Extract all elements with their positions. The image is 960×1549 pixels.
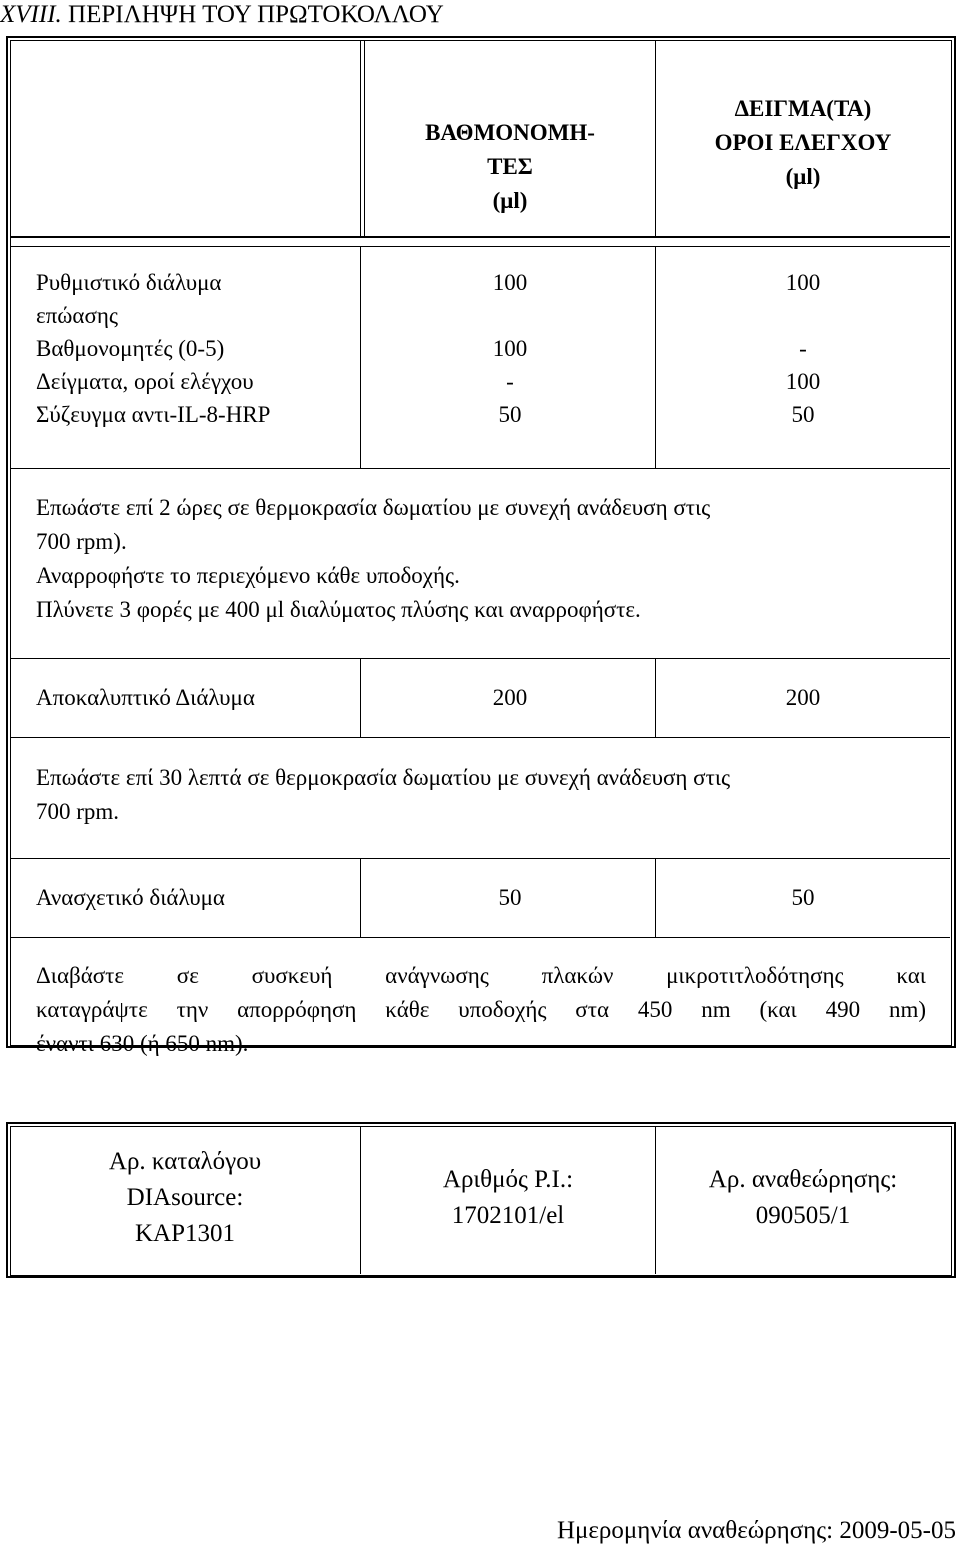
catalog-line: DIAsource:: [126, 1184, 244, 1211]
incubation-instructions: [36, 491, 936, 627]
section-title: ΠΕΡΙΛΗΨΗ ΤΟΥ ΠΡΩΤΟΚΟΛΛΟΥ: [68, 1, 444, 28]
instruction-line: Διαβάστε σε συσκευή ανάγνωσης πλακών μικροτιτλοδότησης και: [36, 963, 926, 988]
divider: [655, 658, 656, 738]
divider: [10, 236, 950, 238]
divider: [360, 658, 361, 738]
revision-date: Ημερομηνία αναθεώρησης: 2009-05-05: [556, 1517, 956, 1544]
divider: [360, 858, 361, 938]
header-calibrators-line: ΒΑΘΜΟΝΟΜΗ-: [425, 120, 595, 145]
volume-value: 100: [492, 270, 528, 295]
instruction-line: καταγράψτε την απορρόφηση κάθε υποδοχής στα 450 nm (και 490 nm): [36, 997, 926, 1022]
instruction-line: Πλύνετε 3 φορές με 400 μl διαλύματος πλύσης και αναρροφήστε.: [36, 597, 641, 622]
volume-value: 100: [785, 270, 821, 295]
header-samples-line: ΟΡΟΙ ΕΛΕΓΧΟΥ: [714, 130, 892, 155]
pi-line: Αριθμός P.I.:: [442, 1166, 574, 1193]
instruction-line: Αναρροφήστε το περιεχόμενο κάθε υποδοχής.: [36, 563, 460, 588]
divider: [10, 937, 950, 938]
divider: [10, 246, 950, 247]
header-calibrators-line: ΤΕΣ: [487, 154, 533, 179]
instruction-line: 700 rpm.: [36, 799, 120, 824]
instruction-line: έναντι 630 (ή 650 nm).: [36, 1031, 249, 1056]
reagent-label: Ρυθμιστικό διάλυμα: [36, 270, 222, 295]
section-number: XVIII.: [0, 1, 62, 28]
header-samples-line: ΔΕΙΓΜΑ(ΤΑ): [734, 96, 872, 121]
divider: [10, 658, 950, 659]
instruction-line: Επωάστε επί 2 ώρες σε θερμοκρασία δωματίου με συνεχή ανάδευση στις: [36, 495, 711, 520]
stop-solution-samples: 50: [791, 885, 815, 910]
substrate-incubation-instructions: [36, 761, 936, 829]
reagent-sample-volumes: [657, 266, 949, 431]
volume-value: [366, 299, 654, 332]
divider: [364, 40, 365, 238]
divider: [655, 1126, 656, 1274]
divider: [10, 737, 950, 738]
header-calibrators-line: (μl): [492, 188, 528, 213]
stop-solution-label: Ανασχετικό διάλυμα: [36, 885, 225, 910]
divider: [360, 247, 361, 469]
reagent-calibrator-volumes: [366, 266, 654, 431]
stop-solution-calibrators: 50: [498, 885, 522, 910]
reagent-label: Βαθμονομητές (0-5): [36, 336, 225, 361]
read-absorbance-instructions: [36, 959, 926, 1056]
volume-value: -: [506, 369, 514, 394]
header-calibrators: [366, 116, 654, 218]
reagent-labels: [36, 266, 356, 431]
volume-value: [657, 299, 949, 332]
volume-value: 100: [492, 336, 528, 361]
instruction-line: 700 rpm).: [36, 529, 127, 554]
divider: [10, 858, 950, 859]
substrate-calibrators: 200: [492, 685, 528, 710]
divider: [10, 468, 950, 469]
divider: [655, 858, 656, 938]
revision-line: Αρ. αναθεώρησης:: [708, 1166, 898, 1193]
reagent-label: επώασης: [36, 303, 118, 328]
divider: [655, 40, 656, 238]
revision-number: [657, 1162, 949, 1234]
catalog-number: [12, 1144, 358, 1252]
revision-line: 090505/1: [755, 1202, 851, 1229]
reagent-label: Δείγματα, οροί ελέγχου: [36, 369, 254, 394]
substrate-label: Αποκαλυπτικό Διάλυμα: [36, 685, 255, 710]
section-heading: [0, 0, 444, 30]
pi-line: 1702101/el: [451, 1202, 565, 1229]
header-samples: [657, 92, 949, 194]
reagent-label: Σύζευγμα αντι-IL-8-HRP: [36, 402, 271, 427]
substrate-samples: 200: [785, 685, 821, 710]
volume-value: 100: [785, 369, 821, 394]
divider: [655, 247, 656, 469]
volume-value: -: [799, 336, 807, 361]
divider: [360, 40, 361, 238]
volume-value: 50: [498, 402, 522, 427]
catalog-line: KAP1301: [134, 1220, 235, 1247]
divider: [360, 1126, 361, 1274]
volume-value: 50: [791, 402, 815, 427]
pi-number: [362, 1162, 654, 1234]
instruction-line: Επωάστε επί 30 λεπτά σε θερμοκρασία δωματίου με συνεχή ανάδευση στις: [36, 765, 731, 790]
header-samples-line: (μl): [785, 164, 821, 189]
catalog-line: Αρ. καταλόγου: [108, 1148, 262, 1175]
